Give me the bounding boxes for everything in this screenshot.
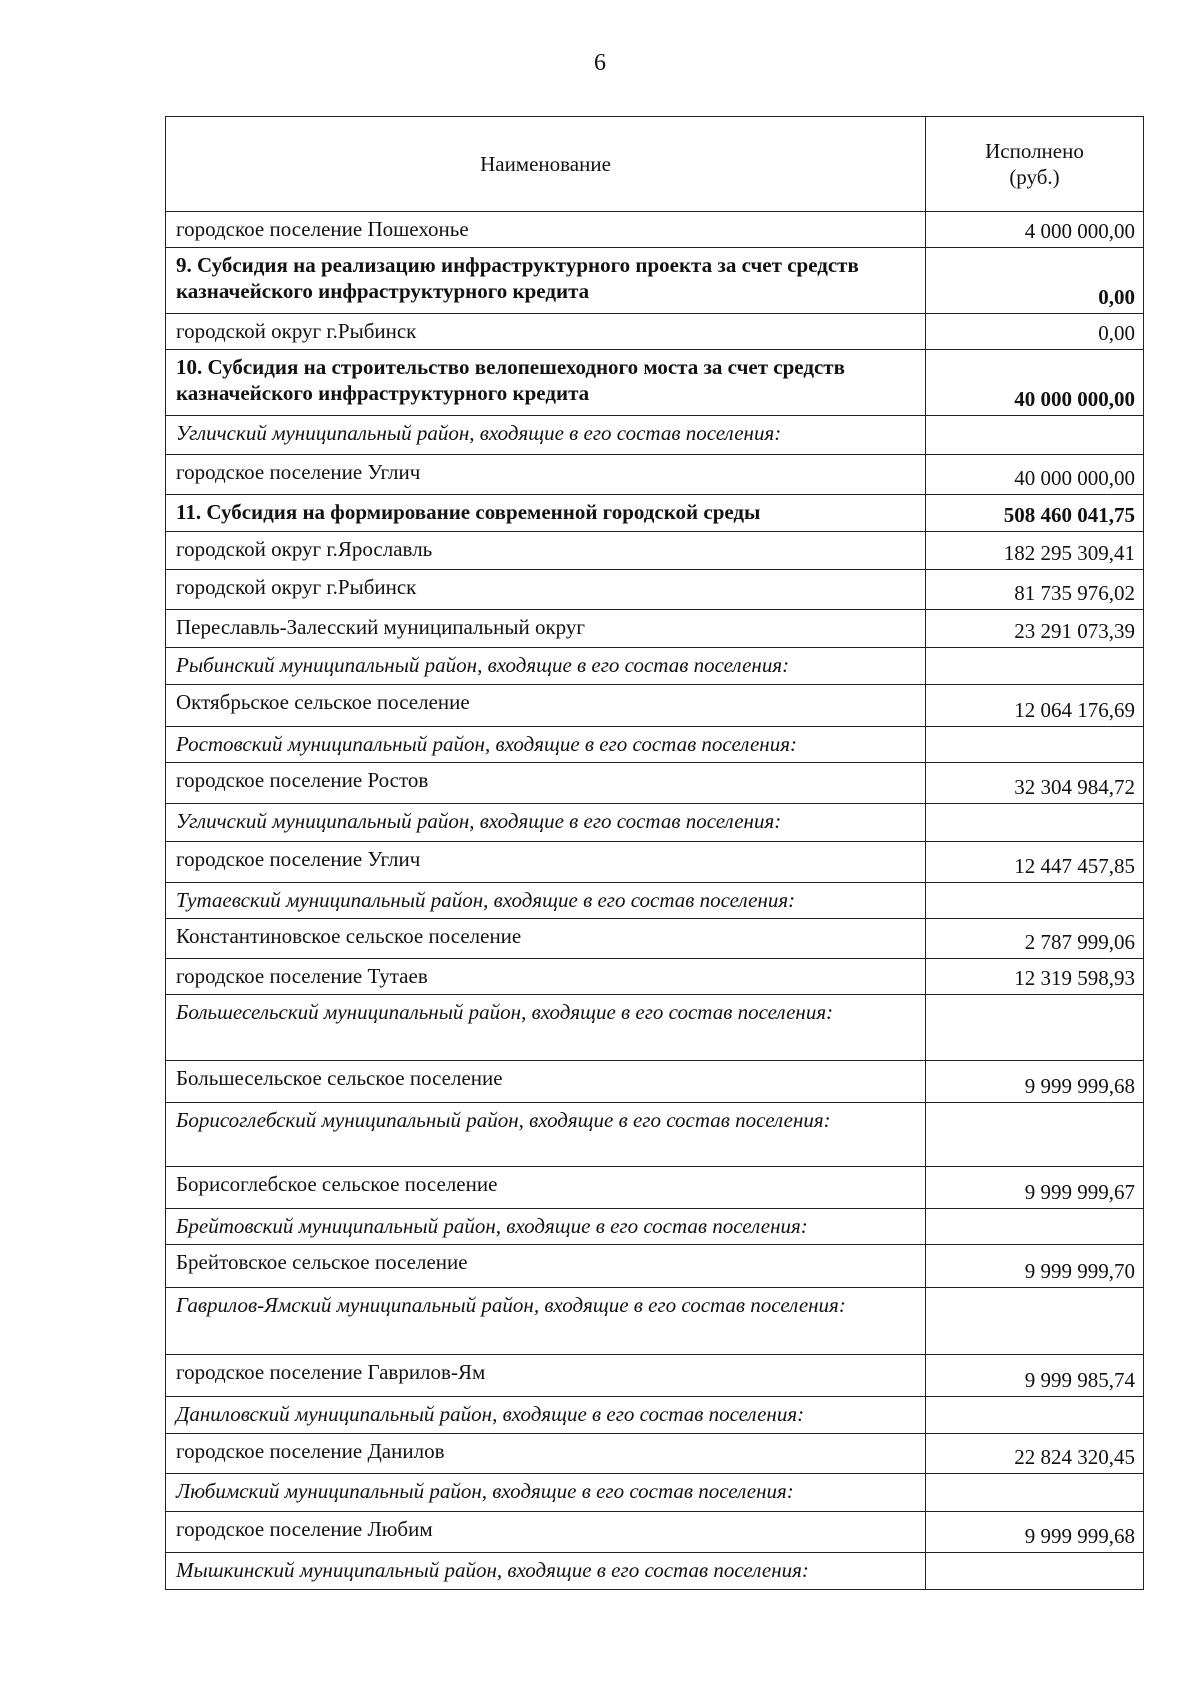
row-value-cell: 182 295 309,41 (926, 532, 1144, 570)
table-row (166, 804, 1144, 842)
table-row (166, 1288, 1144, 1355)
row-name-cell: Мышкинский муниципальный район, входящие в его состав поселения: (166, 1553, 926, 1590)
row-value-cell (926, 1209, 1144, 1245)
column-header-value-line1: Исполнено (985, 139, 1084, 163)
row-value-cell: 81 735 976,02 (926, 570, 1144, 610)
row-name-cell: городское поселение Любим (166, 1512, 926, 1553)
table-row (166, 842, 1144, 883)
table-row (166, 455, 1144, 495)
row-value-cell: 12 319 598,93 (926, 959, 1144, 995)
row-value-cell (926, 995, 1144, 1061)
row-value-cell: 9 999 999,68 (926, 1061, 1144, 1103)
table-row (166, 1245, 1144, 1288)
column-header-value-line2: (руб.) (1009, 165, 1060, 189)
row-name-cell: Тутаевский муниципальный район, входящие в его состав поселения: (166, 883, 926, 919)
table-row (166, 995, 1144, 1061)
row-name-cell: Любимский муниципальный район, входящие в его состав поселения: (166, 1474, 926, 1512)
table-row (166, 212, 1144, 248)
table-body (166, 212, 1144, 1590)
row-name-cell: Угличский муниципальный район, входящие в его состав поселения: (166, 416, 926, 455)
row-name-cell: городской округ г.Рыбинск (166, 314, 926, 350)
row-value-cell: 0,00 (926, 314, 1144, 350)
row-value-cell: 32 304 984,72 (926, 763, 1144, 804)
row-value-cell (926, 1397, 1144, 1434)
row-name-cell: городское поселение Данилов (166, 1434, 926, 1474)
row-value-cell: 40 000 000,00 (926, 455, 1144, 495)
row-name-cell: Константиновское сельское поселение (166, 919, 926, 959)
row-value-cell: 9 999 999,70 (926, 1245, 1144, 1288)
row-value-cell (926, 883, 1144, 919)
row-value-cell (926, 727, 1144, 763)
row-name-cell: городской округ г.Рыбинск (166, 570, 926, 610)
row-name-cell: Брейтовский муниципальный район, входящие в его состав поселения: (166, 1209, 926, 1245)
page-number: 6 (594, 50, 606, 76)
table-row (166, 1553, 1144, 1590)
row-value-cell: 2 787 999,06 (926, 919, 1144, 959)
table-row (166, 1209, 1144, 1245)
row-name-cell: Брейтовское сельское поселение (166, 1245, 926, 1288)
table-row (166, 959, 1144, 995)
table-row (166, 1355, 1144, 1397)
row-value-cell (926, 1288, 1144, 1355)
row-value-cell (926, 416, 1144, 455)
row-name-cell: Угличский муниципальный район, входящие в его состав поселения: (166, 804, 926, 842)
row-name-cell: Гаврилов-Ямский муниципальный район, входящие в его состав поселения: (166, 1288, 926, 1355)
row-value-cell (926, 1553, 1144, 1590)
row-name-cell: Борисоглебский муниципальный район, входящие в его состав поселения: (166, 1103, 926, 1167)
row-value-cell: 508 460 041,75 (926, 495, 1144, 532)
row-name-cell: Большесельский муниципальный район, входящие в его состав поселения: (166, 995, 926, 1061)
table-row (166, 727, 1144, 763)
table-row (166, 350, 1144, 416)
row-value-cell: 4 000 000,00 (926, 212, 1144, 248)
row-name-cell: городское поселение Пошехонье (166, 212, 926, 248)
execution-table (165, 116, 1144, 1590)
row-value-cell (926, 1103, 1144, 1167)
row-name-cell: 9. Субсидия на реализацию инфраструктурного проекта за счет средств казначейского инфраструктурного кредита (166, 248, 926, 314)
row-name-cell: Рыбинский муниципальный район, входящие в его состав поселения: (166, 648, 926, 685)
row-value-cell (926, 804, 1144, 842)
table-row (166, 1103, 1144, 1167)
table-row (166, 610, 1144, 648)
row-value-cell: 9 999 999,68 (926, 1512, 1144, 1553)
row-name-cell: 10. Субсидия на строительство велопешеходного моста за счет средств казначейского инфраструктурного кредита (166, 350, 926, 416)
row-name-cell: Борисоглебское сельское поселение (166, 1167, 926, 1209)
row-name-cell: городской округ г.Ярославль (166, 532, 926, 570)
row-value-cell: 40 000 000,00 (926, 350, 1144, 416)
row-name-cell: Большесельское сельское поселение (166, 1061, 926, 1103)
table-header-row (166, 117, 1144, 212)
table-row (166, 1167, 1144, 1209)
row-value-cell: 23 291 073,39 (926, 610, 1144, 648)
row-name-cell: городское поселение Углич (166, 455, 926, 495)
table-row (166, 570, 1144, 610)
row-name-cell: городское поселение Гаврилов-Ям (166, 1355, 926, 1397)
row-value-cell: 0,00 (926, 248, 1144, 314)
table-row (166, 763, 1144, 804)
row-value-cell (926, 1474, 1144, 1512)
table-row (166, 1474, 1144, 1512)
column-header-value (926, 117, 1144, 212)
column-header-name: Наименование (166, 117, 926, 212)
row-name-cell: Даниловский муниципальный район, входящие в его состав поселения: (166, 1397, 926, 1434)
row-name-cell: 11. Субсидия на формирование современной городской среды (166, 495, 926, 532)
row-name-cell: Переславль-Залесский муниципальный округ (166, 610, 926, 648)
row-name-cell: городское поселение Тутаев (166, 959, 926, 995)
row-value-cell: 9 999 999,67 (926, 1167, 1144, 1209)
table-row (166, 685, 1144, 727)
table-row (166, 1397, 1144, 1434)
table-row (166, 314, 1144, 350)
table-row (166, 495, 1144, 532)
table-row (166, 1512, 1144, 1553)
row-value-cell: 12 064 176,69 (926, 685, 1144, 727)
table-row (166, 1061, 1144, 1103)
table-row (166, 648, 1144, 685)
row-name-cell: Октябрьское сельское поселение (166, 685, 926, 727)
table-row (166, 919, 1144, 959)
row-name-cell: городское поселение Углич (166, 842, 926, 883)
row-value-cell (926, 648, 1144, 685)
table-row (166, 532, 1144, 570)
table-row (166, 883, 1144, 919)
row-value-cell: 22 824 320,45 (926, 1434, 1144, 1474)
table-row (166, 416, 1144, 455)
table-row (166, 1434, 1144, 1474)
table-row (166, 248, 1144, 314)
row-value-cell: 9 999 985,74 (926, 1355, 1144, 1397)
row-name-cell: городское поселение Ростов (166, 763, 926, 804)
row-value-cell: 12 447 457,85 (926, 842, 1144, 883)
row-name-cell: Ростовский муниципальный район, входящие в его состав поселения: (166, 727, 926, 763)
